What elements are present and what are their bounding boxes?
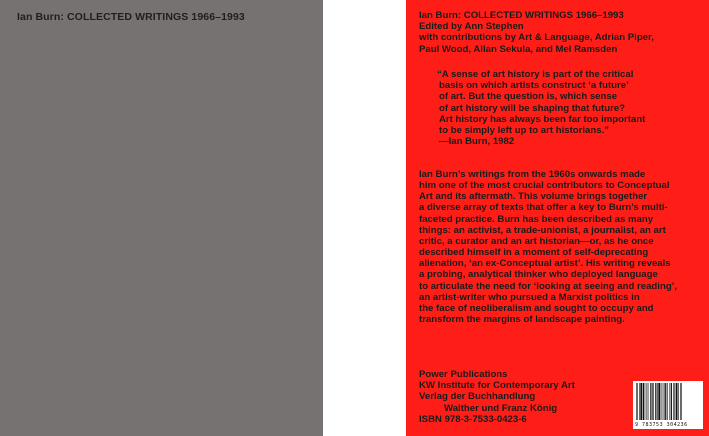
barcode-bar [645,383,646,420]
barcode-bars [633,381,703,422]
description-line: transform the margins of landscape painting. [419,314,625,326]
quote-line: to be simply left up to art historians.” [439,125,610,137]
description-line: things: an activist, a trade-unionist, a journalist, an art [419,224,666,236]
description-line: critic, a curator and an art historian—or, as he once [419,235,654,247]
publisher-line: Power Publications [419,369,508,380]
description-line: the face of neoliberalism and sought to occupy and [419,302,654,314]
barcode-bar [665,383,666,420]
barcode-bar [671,383,672,420]
quote-line: of art. But the question is, which sense [439,91,618,103]
barcode-bar [636,383,637,420]
back-cover-title: Ian Burn: COLLECTED WRITINGS 1966–1993 [419,10,624,21]
barcode-bar [681,383,682,420]
barcode-bar [678,383,679,420]
barcode-bar [661,383,662,420]
barcode-bar [669,383,670,420]
description-line: a probing, analytical thinker who deployed language [419,269,658,281]
barcode-number: 9 783753 304236 [635,422,688,428]
isbn-barcode [633,381,703,429]
publisher-line: KW Institute for Contemporary Art [419,380,575,392]
description-line: described himself in a moment of self-deprecating [419,247,649,259]
barcode-bar [653,383,654,420]
publisher-line: Verlag der Buchhandlung [419,391,536,403]
barcode-bar [673,383,674,420]
description-line: an artist-writer who pursued a Marxist politics in [419,291,640,303]
quote-line: Art history has always been far too important [439,113,646,125]
barcode-bar [639,383,640,420]
barcode-bar [664,383,665,420]
book-description [419,169,677,325]
description-line: Art and its aftermath. This volume brings together [419,191,648,203]
credits-line: Edited by Ann Stephen [419,21,524,33]
quote-line: basis on which artists construct ‘a future’ [439,80,629,92]
barcode-bar [650,383,651,420]
description-line: faceted practice. Burn has been described as many [419,213,654,225]
description-line: alienation, ‘an ex-Conceptual artist’. His writing reveals [419,258,671,270]
back-cover [406,0,709,436]
quote-line: of art history will be shaping that future? [439,102,626,114]
isbn: ISBN 978-3-7533-0423-6 [419,413,527,425]
quote-line: “A sense of art history is part of the critical [437,69,634,80]
description-line: a diverse array of texts that offer a key to Burn’s multi- [419,202,668,214]
barcode-bar [643,383,644,420]
description-line: to articulate the need for ‘looking at seeing and reading’, [419,280,678,292]
publisher-line: Walther und Franz König [444,402,558,414]
credits-line: with contributions by Art & Language, Adrian Piper, [419,32,654,44]
credits-line: Paul Wood, Allan Sekula, and Mel Ramsden [419,43,618,55]
publisher-info [419,369,575,425]
barcode-bar [657,383,658,420]
barcode-bar [674,383,675,420]
barcode-bar [655,383,656,420]
barcode-bar [667,383,668,420]
barcode-bar [637,383,638,420]
barcode-bar [640,383,642,420]
quote-attribution: —Ian Burn, 1982 [439,136,515,148]
description-line: him one of the most crucial contributors to Conceptual [419,180,670,192]
pull-quote [437,69,645,147]
barcode-bar [648,383,649,420]
barcode-bar [680,383,681,420]
barcode-bar [676,383,678,420]
barcode-bar [658,383,660,420]
description-line: Ian Burn’s writings from the 1960s onwards made [419,169,646,180]
front-cover [0,0,323,436]
barcode-bar [647,383,648,420]
barcode-bar [663,383,664,420]
back-cover-credits [419,10,654,55]
barcode-bar [652,383,653,420]
front-cover-title: Ian Burn: COLLECTED WRITINGS 1966–1993 [17,11,245,23]
